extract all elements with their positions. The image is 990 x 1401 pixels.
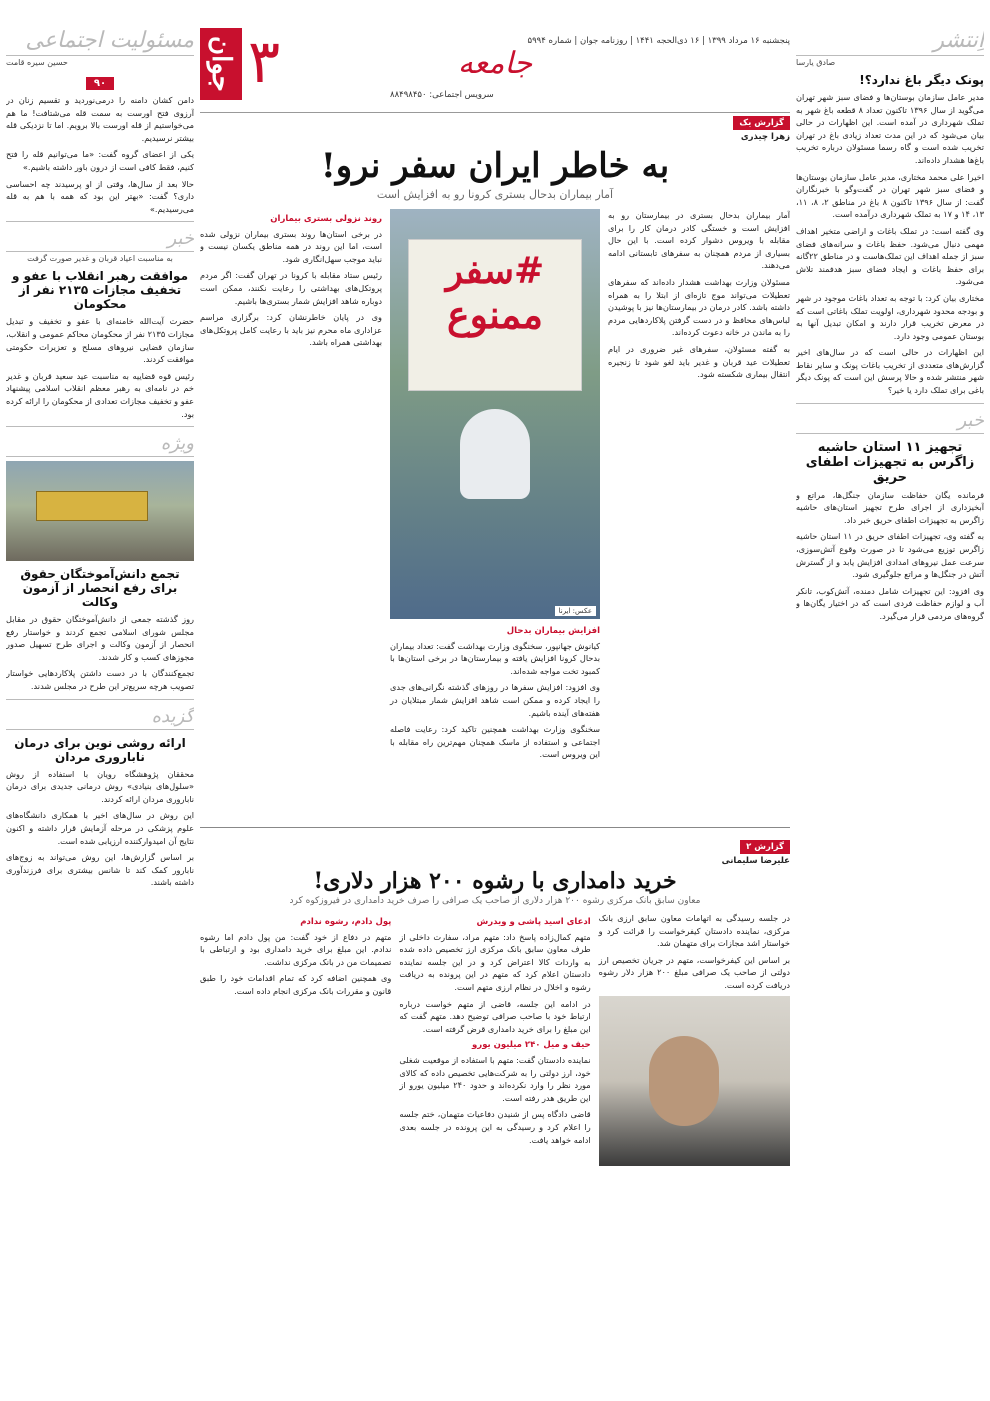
date: پنجشنبه ۱۶ مرداد ۱۳۹۹ | ۱۶ ذی‌الحجه ۱۴۴۱	[635, 36, 790, 46]
left-special-section: ویژه	[160, 433, 194, 455]
logo: جوان	[200, 28, 242, 100]
left-news-head	[6, 228, 194, 252]
left-column	[6, 28, 194, 1395]
second-headline: خرید دامداری با رشوه ۲۰۰ هزار دلاری!	[313, 868, 677, 894]
protest-banner	[36, 491, 148, 521]
right-section-head	[796, 28, 984, 56]
edition: روزنامه جوان | شماره ۵۹۹۴	[527, 36, 628, 46]
left-author: حسین سیره قامت	[6, 58, 68, 67]
defendant-face	[649, 1036, 719, 1126]
defendant-photo	[599, 996, 790, 1166]
right-news-body: فرمانده یگان حفاظت سازمان جنگل‌ها، مراتع و آبخیزداری از اجرای طرح تجهیز استان‌های حاشیه زاگرس به تجهیزات اطفای حریق خبر داد. به گفته وی، تجهیزات اطفای حریق در ۱۱ استان حاشیه زاگرس توزیع می‌شود تا در صورت وقوع آتش‌سوزی، سرعت عمل نیروهای امدادی افزایش یابد و از گسترش آتش در جنگل‌ها و مراتع جلوگیری شود. وی افزود: این تجهیزات شامل دمنده، آتش‌کوب، تانکر آب و لوازم حفاظت فردی است که در اختیار یگان‌ها و گروه‌های مردمی قرار می‌گیرد.	[796, 489, 984, 621]
left-news-kicker: به مناسبت اعیاد قربان و غدیر صورت گرفت	[27, 254, 173, 264]
date-line: پنجشنبه ۱۶ مرداد ۱۳۹۹ | ۱۶ ذی‌الحجه ۱۴۴۱ | روزنامه جوان | شماره ۵۹۹۴	[527, 36, 790, 46]
left-selected-body: محققان پژوهشگاه رویان با استفاده از روش «سلول‌های بنیادی» روش درمانی جدیدی برای درمان ناباروری مردان ارائه کردند. این روش در سال‌های اخیر با همکاری دانشگاه‌های علوم پزشکی در مرحله آزمایش قرار داشته و اکنون نتایج آن امیدوارکننده ارزیابی شده است. بر اساس گزارش‌ها، این روش می‌تواند به زوج‌های نابارور کمک کند تا شانس بیشتری برای فرزندآوری داشته باشند.	[6, 768, 194, 888]
divider	[6, 221, 194, 222]
left-section-title: مسئولیت اجتماعی	[25, 28, 194, 53]
main-headline: به خاطر ایران سفر نرو!	[320, 146, 670, 186]
masthead-rule	[200, 112, 790, 113]
right-column	[796, 28, 984, 1395]
left-news-section: خبر	[167, 228, 194, 250]
main-subheadline: آمار بیماران بدحال بستری کرونا رو به افزایش است	[376, 188, 614, 201]
reporter-2: علیرضا سلیمانی	[721, 856, 790, 866]
left-special-body: روز گذشته جمعی از دانش‌آموختگان حقوق در مقابل مجلس شورای اسلامی تجمع کردند و خواستار رفع انحصار از آزمون وکالت و اجرای طرح تسهیل صدور مجوزهای کسب و کار شدند. تجمع‌کنندگان با در دست داشتن پلاکاردهایی خواستار تصویب هرچه سریع‌تر این طرح در مجلس شدند.	[6, 614, 194, 692]
left-selected-title: ارائه روشی نوین برای درمان ناباروری مردان	[14, 735, 186, 764]
divider	[796, 403, 984, 404]
report-tag: گزارش یک	[733, 116, 790, 130]
section-title: جامعه	[457, 46, 533, 81]
main-col2: افزایش بیماران بدحال کیانوش جهانپور، سخنگوی وزارت بهداشت گفت: تعداد بیماران بدحال کرونا افزایش یافته و بیمارستان‌ها در برخی استان‌ها با کمبود تخت مواجه شده‌اند. وی افزود: افزایش سفرها در روزهای گذشته نگرانی‌های جدی را ایجاد کرده و ممکن است شاهد افزایش شمار مبتلایان در هفته‌های آینده باشیم. سخنگوی وزارت بهداشت همچنین تاکید کرد: رعایت فاصله اجتماعی و استفاده از ماسک همچنان مهم‌ترین راه مقابله با این ویروس است.	[390, 626, 600, 760]
second-col3: پول دادم، رشوه ندادم متهم در دفاع از خود گفت: من پول دادم اما رشوه ندادم. این مبلغ برای خرید دامداری بود و ارتباطی با تصمیمات من در بانک مرکزی نداشت. وی همچنین اضافه کرد که تمام اقدامات خود را طبق قانون و مقررات بانک مرکزی انجام داده است.	[200, 917, 392, 996]
second-col2: ادعای اسید پاشی و ویدرش متهم کمال‌زاده پاسخ داد: متهم مراد، سفارت داخلی از طرف معاون سابق بانک مرکزی ارز تخصیص داده شده به واردات کالا اعتراض کرد و در این جلسه نماینده دادستان اعلام کرد که متهم در این پرونده به دریافت رشوه و اخلال در نظام ارزی متهم است. در ادامه این جلسه، قاضی از متهم خواست درباره ارتباط خود با صاحب صرافی توضیح دهد. متهم گفت که این مبلغ را برای خرید دامداری قرض گرفته است. حیف و میل ۲۴۰ میلیون یورو نماینده دادستان گفت: متهم با استفاده از موقعیت شغلی خود، ارز دولتی را به شرکت‌هایی تخصیص داده که کالای مورد نظر را وارد نکرده‌اند و حدود ۲۴۰ میلیون یورو از این طریق هدر رفته است. قاضی دادگاه پس از شنیدن دفاعیات متهمان، ختم جلسه را اعلام کرد و رسیدگی به این پرونده در جلسه بعدی ادامه خواهد یافت.	[399, 917, 591, 1145]
report-tag-2: گزارش ۲	[740, 840, 790, 854]
right-news-section: خبر	[957, 409, 984, 431]
protest-sign: #سفر ممنوع	[408, 239, 582, 391]
mask-face	[460, 409, 530, 499]
reporter: زهرا چیذری	[740, 132, 790, 142]
col2-heading: افزایش بیماران بدحال	[506, 626, 600, 636]
left-news-title: موافقت رهبر انقلاب با عفو و تخفیف مجازات ۲۱۳۵ نفر از محکومان	[12, 269, 188, 312]
masthead	[200, 28, 790, 112]
right-section-title: اِنتشر	[933, 28, 984, 53]
left-article-body: دامن کشان دامنه را درمی‌نوردید و تقسیم زنان در آرزوی فتح اورست به سمت قله می‌شتافت! ما هم می‌خواستیم از قله اورست بالا برویم. اما تا نزدیکی قله بیشتر نرسیدیم. یکی از اعضای گروه گفت: «ما می‌توانیم قله را فتح کنیم، فقط کافی است از درون باور داشته باشیم.» حالا بعد از سال‌ها، وقتی از او پرسیدند چه احساسی داری؟ گفت: «بهتر این بود که همه با هم به قله می‌رسیدیم.»	[6, 95, 194, 214]
main-col3: روند نزولی بستری بیماران در برخی استان‌ها روند بستری بیماران نزولی شده است، اما این روند در همه مناطق یکسان نیست و نباید موجب سهل‌انگاری شود. رئیس ستاد مقابله با کرونا در تهران گفت: اگر مردم پروتکل‌های بهداشتی را رعایت نکنند، ممکن است دوباره شاهد افزایش شمار بستری‌ها باشیم. وی در پایان خاطرنشان کرد: برگزاری مراسم عزاداری ماه محرم نیز باید با رعایت کامل پروتکل‌های بهداشتی همراه باشد.	[200, 214, 382, 348]
second-subheadline: معاون سابق بانک مرکزی رشوه ۲۰۰ هزار دلاری از صاحب یک صرافی را صرف خرید دامداری در فیروزکوه کرد	[289, 896, 701, 906]
divider	[6, 699, 194, 700]
right-news-head	[796, 410, 984, 434]
right-news-title: تجهیز ۱۱ استان حاشیه زاگرس به تجهیزات اطفای حریق	[805, 439, 975, 485]
right-author: صادق یارسا	[796, 58, 836, 67]
phone-line: سرویس اجتماعی: ۸۸۴۹۸۴۵۰	[390, 90, 494, 100]
protest-photo	[6, 461, 194, 561]
nurse-photo	[390, 209, 600, 619]
main-col1: آمار بیماران بدحال بستری در بیمارستان رو به افزایش است و خستگی کادر درمان کار را برای مقابله با ویروس دشوار کرده است. با این حال بسیاری از مردم همچنان به سفرهای تابستانی ادامه می‌دهند. مسئولان وزارت بهداشت هشدار داده‌اند که سفرهای تعطیلات می‌تواند موج تازه‌ای از ابتلا را به همراه داشته باشد. کادر درمان در بیمارستان‌ها نیز با پوشیدن لباس‌های محافظ و در دست گرفتن پلاکاردهایی مردم را به ماندن در خانه دعوت کرده‌اند. به گفته مسئولان، سفرهای غیر ضروری در ایام تعطیلات عید قربان و غدیر باید لغو شود تا زنجیره انتقال بیماری شکسته شود.	[608, 210, 790, 380]
column-number-badge: ۹۰	[86, 77, 114, 90]
second-col1: در جلسه رسیدگی به اتهامات معاون سابق ارزی بانک مرکزی، نماینده دادستان کیفرخواست را قرائت کرد و خواستار اشد مجازات برای متهمان شد. بر اساس این کیفرخواست، متهم در جریان تخصیص ارز دولتی از صاحب یک صرافی مبلغ ۲۰۰ هزار دلار رشوه دریافت کرده است.	[599, 912, 790, 1166]
left-special-title: تجمع دانش‌آموختگان حقوق برای رفع انحصار از آزمون وکالت	[20, 567, 180, 610]
left-special-head	[6, 433, 194, 457]
left-section-head	[6, 28, 194, 56]
right-article-title: پونک دیگر باغ ندارد؟!	[859, 73, 984, 87]
left-news-body: حضرت آیت‌الله خامنه‌ای با عفو و تخفیف و تبدیل مجازات ۲۱۳۵ نفر از محکومان محاکم عمومی و انقلاب، سازمان قضایی نیروهای مسلح و تعزیرات حکومتی موافقت کردند. رئیس قوه قضاییه به مناسبت عید سعید قربان و غدیر خم در نامه‌ای به رهبر معظم انقلاب اسلامی پیشنهاد عفو و تخفیف مجازات تعدادی از محکومان را ارائه کرده بود.	[6, 316, 194, 419]
photo-credit: عکس: ایرنا	[555, 606, 596, 616]
divider	[6, 426, 194, 427]
main-column	[200, 116, 790, 1395]
right-article-body: مدیر عامل سازمان بوستان‌ها و فضای سبز شهر تهران می‌گوید از سال ۱۳۹۶ تاکنون تعداد ۸ قطعه باغ شهر به تملک شهرداری در آمده است. این اظهارات در حالی بیان می‌شود که در این مدت تعداد زیادی باغ در تهران تخریب شده است و گاه رسما مسئولان درباره تخریب باغ‌ها هشدار داده‌اند. اخیرا علی محمد مختاری، مدیر عامل سازمان بوستان‌ها و فضای سبز شهر تهران در گفت‌وگو با خبرنگاران گفت: از سال ۱۳۹۶ تاکنون ۸ باغ در مناطق ۲، ۸، ۱۱، ۱۳، ۱۴ و ۱۷ به تملک شهرداری درآمده است. وی گفته است: در تملک باغات و اراضی متخیر اهداف مهمی دنبال می‌شود. حفظ باغات و سرانه‌های فضای سبز از جمله اهداف این تملک‌هاست و در مناطق ۲۲گانه برای حفظ باغات و ایجاد فضای سبز هدفمند تلاش می‌شود. مختاری بیان کرد: با توجه به تعداد باغات موجود در شهر و بودجه محدود شهرداری، اولویت تملک باغاتی است که در معرض تخریب قرار دارند و امکان تبدیل آنها به بوستان عمومی وجود دارد. این اظهارات در حالی است که در سال‌های اخیر گزارش‌های متعددی از تخریب باغات پونک و سایر نقاط شهر منتشر شده و حالا پرسش این است که پونک دیگر باغی برای تملک دارد یا خیر؟	[796, 92, 984, 396]
page-number: ۳	[248, 27, 281, 97]
story-divider	[200, 827, 790, 828]
left-selected-head	[6, 706, 194, 730]
left-selected-section: گزیده	[151, 705, 194, 727]
col3-heading: روند نزولی بستری بیماران	[270, 214, 382, 224]
